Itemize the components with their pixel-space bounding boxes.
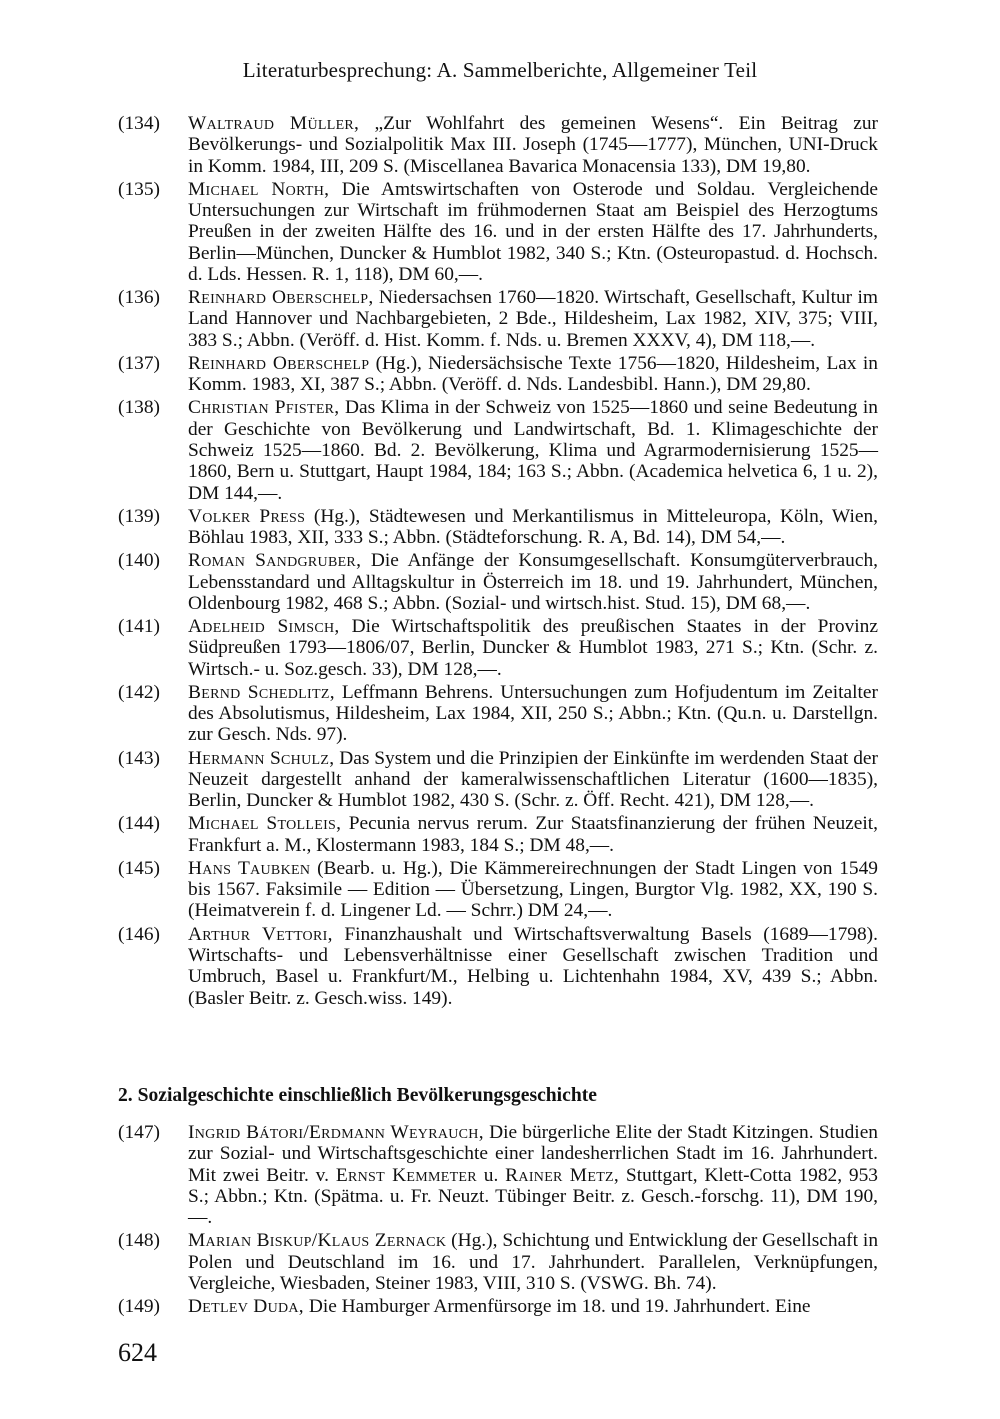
bibliography-entry (118, 1122, 878, 1228)
entry-text: u. (483, 1164, 499, 1186)
entry-text: Pecunia nervus rerum. Zur Staatsfinanzierung der frühen Neuzeit, Frankfurt a. M., Klostermann 1983, 184 S.; DM 48,—. (188, 813, 878, 856)
entry-author: Christian Pfister, (188, 397, 340, 419)
entry-number: (148) (118, 1230, 161, 1252)
entry-text: Die Anfänge der Konsumgesellschaft. Konsumgüterverbrauch, Lebensstandard und Alltagskultur in Österreich im 18. und 19. Jahrhundert, München, Oldenbourg 1982, 468 S.; Abbn. (Sozial- und wirtsch.hist. Stud. 15), DM 68,—. (188, 550, 878, 614)
section-heading: 2. Sozialgeschichte einschließlich Bevölkerungsgeschichte (118, 1085, 597, 1106)
entry-number: (139) (118, 505, 161, 527)
entry-number: (143) (118, 747, 161, 769)
entry-body (188, 1122, 878, 1228)
bibliography-list (118, 1122, 878, 1319)
bibliography-entry (118, 924, 878, 1009)
bibliography-entry (118, 353, 878, 396)
entry-author: Detlev Duda, (188, 1296, 304, 1318)
entry-author: Volker Press (188, 505, 306, 527)
entry-text: Die Hamburger Armenfürsorge im 18. und 19. Jahrhundert. Eine (308, 1296, 811, 1318)
entry-body (188, 1296, 878, 1317)
entry-author: Roman Sandgruber, (188, 550, 362, 572)
bibliography-entry (118, 397, 878, 503)
entry-text: Die Wirtschaftspolitik des preußischen Staates in der Provinz Südpreußen 1793—1806/07, Berlin, Duncker & Humblot 1983, 271 S.; Ktn. (Schr. z. Wirtsch.- u. Soz.gesch. 33), DM 128,—. (188, 616, 878, 680)
entry-number: (146) (118, 923, 161, 945)
entry-text: Das System und die Prinzipien der Einkünfte im werdenden Staat der Neuzeit dargestellt anhand der kameralwissenschaftlichen Literatur (1600—1835), Berlin, Duncker & Humblot 1982, 430 S. (Schr. z. Öff. Recht. 421), DM 128,—. (188, 747, 878, 812)
entry-body (188, 858, 878, 922)
entry-number: (149) (118, 1296, 161, 1318)
bibliography-entry (118, 1230, 878, 1294)
entry-author: Reinhard Oberschelp, (188, 287, 374, 309)
bibliography-entry (118, 113, 878, 177)
bibliography-entry (118, 550, 878, 614)
entry-number: (144) (118, 813, 161, 835)
entry-author: Michael North, (188, 178, 330, 200)
entry-author: Adelheid Simsch, (188, 616, 340, 638)
entry-body (188, 616, 878, 680)
entry-body (188, 179, 878, 285)
entry-number: (140) (118, 550, 161, 572)
entry-body (188, 287, 878, 351)
entry-number: (147) (118, 1122, 161, 1143)
entry-body (188, 397, 878, 503)
running-head: Literaturbesprechung: A. Sammelberichte, Allgemeiner Teil (242, 58, 758, 82)
entry-number: (145) (118, 857, 161, 879)
entry-number: (136) (118, 287, 161, 309)
entry-text: (Hg.), Schichtung und Entwicklung der Gesellschaft in Polen und Deutschland im 16. und 17. Jahrhundert. Parallelen, Verknüpfungen, Vergleiche, Wiesbaden, Steiner 1983, VIII, 310 S. (VSWG. Bh. 74). (188, 1230, 879, 1294)
bibliography-entry (118, 616, 878, 680)
entry-text: Die Amtswirtschaften von Osterode und Soldau. Vergleichende Untersuchungen zur Wirtschaft im frühmodernen Staat am Beispiel des Herzogtums Preußen in der zweiten Hälfte des 16. und in der ersten Hälfte des 17. Jahrhunderts, Berlin—München, Duncker & Humblot 1982, 340 S.; Ktn. (Osteuropastud. d. Hochsch. d. Lds. Hessen. R. 1, 118), DM 60,—. (188, 178, 878, 285)
bibliography-entry (118, 682, 878, 746)
entry-number: (135) (118, 178, 161, 200)
entry-body (188, 682, 878, 746)
bibliography-entry (118, 748, 878, 812)
bibliography-entry (118, 858, 878, 922)
entry-author: Hermann Schulz, (188, 747, 335, 769)
entry-body (188, 748, 878, 812)
entry-number: (141) (118, 616, 161, 638)
bibliography-entry (118, 179, 878, 285)
entry-text: Stuttgart, Klett-Cotta 1982, 953 S.; Abbn.; Ktn. (Spätma. u. Fr. Neuzt. Tübinger Beitr. z. Gesch.-forschg. 11), DM 190,—. (188, 1164, 878, 1229)
entry-author: Arthur Vettori, (188, 923, 333, 945)
entry-body (188, 1230, 878, 1294)
bibliography-list (118, 113, 878, 1011)
entry-text: „Zur Wohlfahrt des gemeinen Wesens“. Ein Beitrag zur Bevölkerungs- und Sozialpolitik Max III. Joseph (1745—1777), München, UNI-Druck in Komm. 1984, III, 209 S. (Miscellanea Bavarica Monacensia 133), DM 19,80. (188, 113, 878, 177)
bibliography-entry (118, 287, 878, 351)
entry-body (188, 113, 878, 177)
entry-number: (138) (118, 397, 161, 419)
entry-text: (Hg.), Niedersächsische Texte 1756—1820, Hildesheim, Lax in Komm. 1983, XI, 387 S.; Abbn. (Veröff. d. Nds. Landesbibl. Hann.), DM 29,80. (188, 352, 878, 396)
entry-body (188, 813, 878, 856)
entry-author: Michael Stolleis, (188, 813, 342, 835)
entry-body (188, 924, 878, 1009)
entry-body (188, 550, 878, 614)
entry-author: Bernd Schedlitz, (188, 681, 335, 703)
entry-coauthor: Rainer Metz, (505, 1164, 620, 1186)
entry-number: (142) (118, 681, 161, 703)
entry-text: (Bearb. u. Hg.), Die Kämmereirechnungen der Stadt Lingen von 1549 bis 1567. Faksimile — Edition — Übersetzung, Lingen, Burgtor Vlg. 1982, XX, 190 S. (Heimatverein f. d. Lingener Ld. — Schrr.) DM 24,—. (188, 857, 878, 922)
entry-text: Niedersachsen 1760—1820. Wirtschaft, Gesellschaft, Kultur im Land Hannover und Nachbargebieten, 2 Bde., Hildesheim, Lax 1982, XIV, 375; VIII, 383 S.; Abbn. (Veröff. d. Hist. Komm. f. Nds. u. Bremen XXXV, 4), DM 118,—. (188, 287, 878, 351)
entry-number: (137) (118, 352, 161, 374)
entry-text: Die bürgerliche Elite der Stadt Kitzingen. Studien zur Sozial- und Wirtschaftsgeschichte einer landesherrlichen Stadt im 16. Jahrhundert. Mit zwei Beitr. v. (188, 1122, 878, 1186)
entry-author: Hans Taubken (188, 857, 311, 879)
entry-number: (134) (118, 113, 161, 134)
entry-coauthor: Ernst Kemmeter (335, 1164, 477, 1186)
entry-text: Finanzhaushalt und Wirtschaftsverwaltung Basels (1689—1798). Wirtschafts- und Lebensverhältnisse einer Gesellschaft zwischen Tradition und Umbruch, Basel u. Frankfurt/M., Helbing u. Lichtenhahn 1984, XV, 439 S.; Abbn. (Basler Beitr. z. Gesch.wiss. 149). (188, 923, 878, 1009)
bibliography-entry (118, 506, 878, 549)
entry-author: Reinhard Oberschelp (188, 352, 370, 374)
entry-author: Marian Biskup/Klaus Zernack (188, 1230, 447, 1252)
entry-text: Leffmann Behrens. Untersuchungen zum Hofjudentum im Zeitalter des Absolutismus, Hildesheim, Lax 1984, XII, 250 S.; Abbn.; Ktn. (Qu.n. u. Darstellgn. zur Gesch. Nds. 97). (188, 681, 878, 746)
entry-author: Ingrid Bátori/Erdmann Weyrauch, (188, 1122, 484, 1143)
entry-author: Waltraud Müller, (188, 113, 360, 134)
entry-body (188, 353, 878, 396)
entry-text: (Hg.), Städtewesen und Merkantilismus in Mitteleuropa, Köln, Wien, Böhlau 1983, XII, 333 S.; Abbn. (Städteforschung. R. A, Bd. 14), DM 54,—. (188, 505, 878, 549)
entry-body (188, 506, 878, 549)
bibliography-entry (118, 1296, 878, 1317)
entry-text: Das Klima in der Schweiz von 1525—1860 und seine Bedeutung in der Geschichte von Bevölkerung und Landwirtschaft, Bd. 1. Klimageschichte der Schweiz 1525—1860. Bd. 2. Bevölkerung, Klima und Agrarmodernisierung 1525—1860, Bern u. Stuttgart, Haupt 1984, 184; 163 S.; Abbn. (Academica helvetica 6, 1 u. 2), DM 144,—. (188, 397, 878, 504)
bibliography-entry (118, 813, 878, 856)
page-number: 624 (118, 1338, 157, 1367)
